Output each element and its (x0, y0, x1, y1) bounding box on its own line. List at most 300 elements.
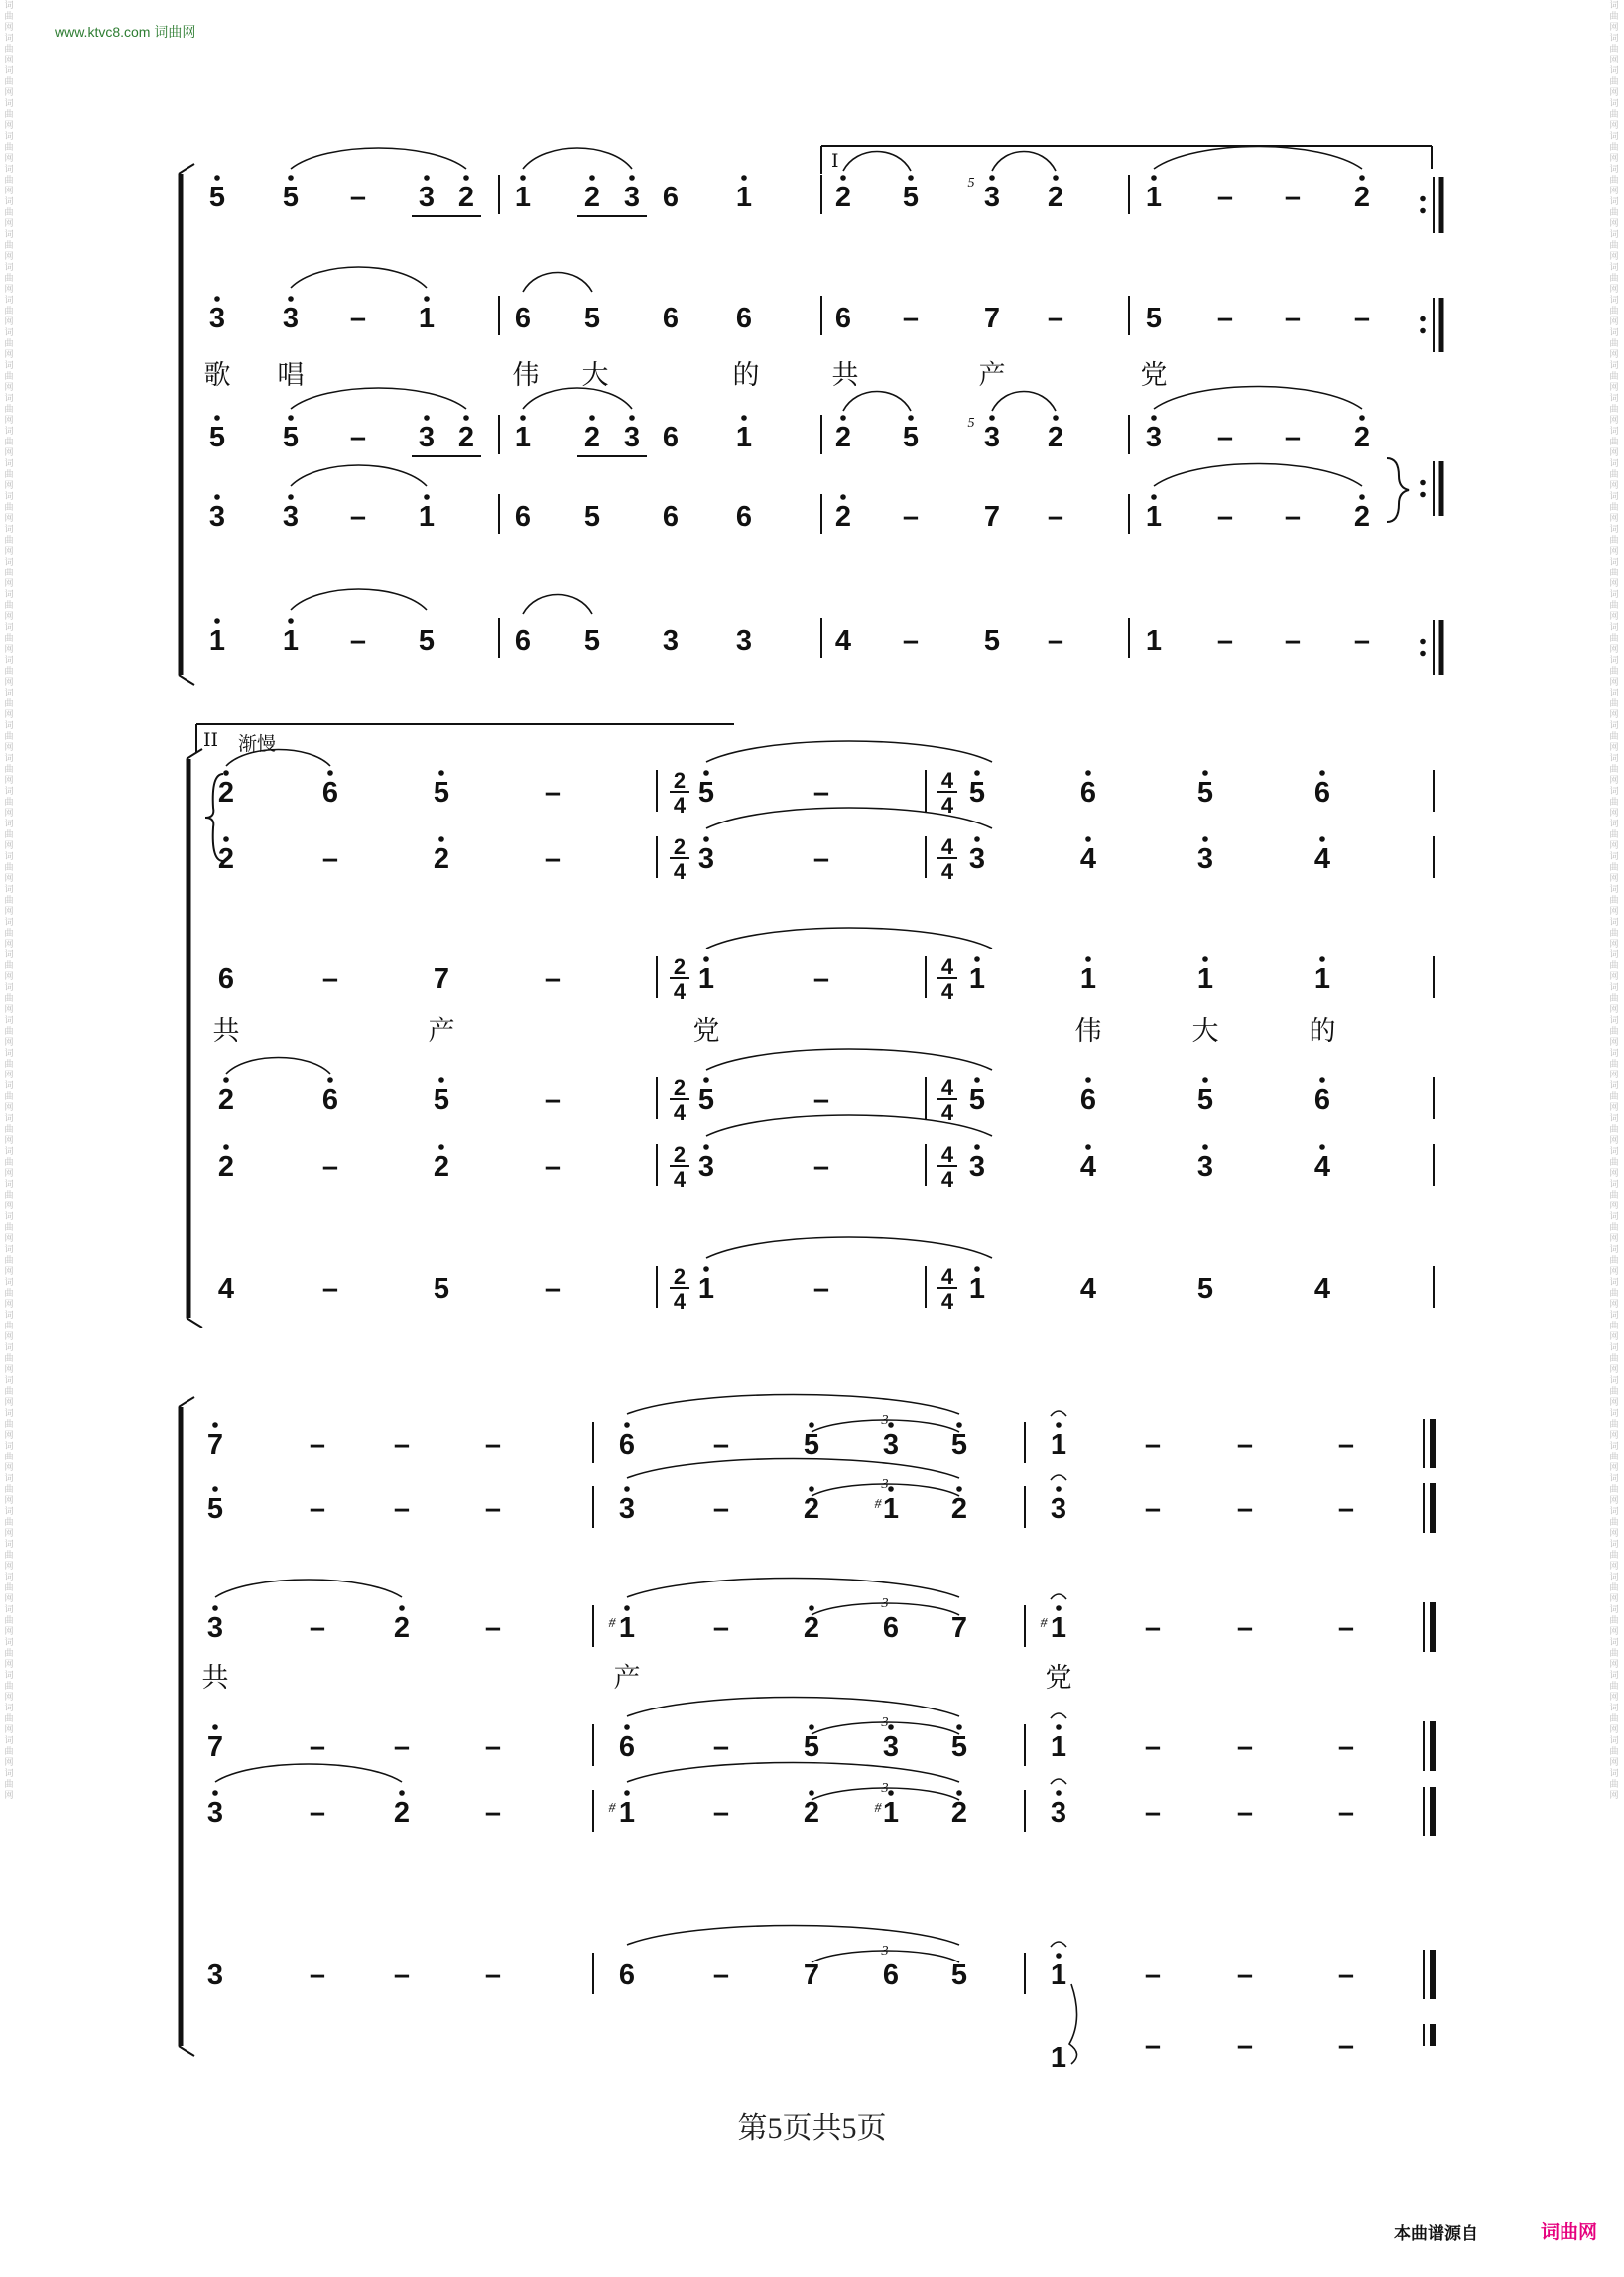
note: 1 (735, 182, 753, 213)
note: 1 (618, 1797, 636, 1829)
high-octave-dot (1056, 1486, 1062, 1492)
high-octave-dot (1056, 1605, 1062, 1611)
note: 2 (217, 777, 235, 809)
note: 7 (950, 1612, 968, 1644)
high-octave-dot (214, 415, 220, 421)
note: 6 (662, 422, 680, 453)
note: 4 (834, 625, 852, 657)
note: 2 (803, 1612, 820, 1644)
note: 2 (1353, 182, 1371, 213)
high-octave-dot (212, 1486, 218, 1492)
high-octave-dot (1085, 836, 1091, 842)
high-octave-dot (1359, 494, 1365, 500)
note: – (1236, 1493, 1254, 1525)
note: – (544, 1151, 562, 1183)
high-octave-dot (327, 1077, 333, 1083)
slur (523, 148, 632, 169)
high-octave-dot (1151, 175, 1157, 181)
slur (627, 1579, 959, 1598)
note: 2 (583, 422, 601, 453)
note: – (1337, 1731, 1355, 1763)
lyric-syllable: 产 (978, 360, 1006, 391)
high-octave-dot (809, 1486, 814, 1492)
note: 1 (418, 501, 436, 533)
high-octave-dot (327, 770, 333, 776)
time-signature-numerator: 2 (673, 768, 687, 793)
note: – (1236, 1612, 1254, 1644)
high-octave-dot (1319, 770, 1325, 776)
note: 7 (206, 1731, 224, 1763)
note: 5 (902, 182, 920, 213)
note: – (1144, 1429, 1162, 1460)
note: 1 (1050, 1612, 1067, 1644)
note: – (349, 182, 367, 213)
high-octave-dot (956, 1486, 962, 1492)
high-octave-dot (463, 415, 469, 421)
note: 6 (1079, 1084, 1097, 1116)
note: – (393, 1960, 411, 1991)
note: – (1284, 422, 1302, 453)
note: – (544, 1273, 562, 1305)
time-signature-denominator: 4 (673, 859, 687, 884)
note: – (1337, 1797, 1355, 1829)
high-octave-dot (223, 1077, 229, 1083)
note: 1 (1050, 2042, 1067, 2074)
note: 2 (834, 501, 852, 533)
note: – (1144, 1731, 1162, 1763)
note: – (1337, 1493, 1355, 1525)
high-octave-dot (1202, 956, 1208, 962)
note: 4 (1313, 1273, 1331, 1305)
high-octave-dot (424, 175, 430, 181)
voice-brace (1069, 1984, 1077, 2064)
note: 3 (968, 843, 986, 875)
grace-note: 5 (967, 176, 975, 190)
note: – (321, 1273, 339, 1305)
note: 1 (882, 1493, 900, 1525)
note: – (1353, 625, 1371, 657)
note: 3 (206, 1797, 224, 1829)
note: 5 (206, 1493, 224, 1525)
high-octave-dot (288, 494, 294, 500)
note: 2 (1047, 422, 1064, 453)
high-octave-dot (888, 1790, 894, 1796)
note: – (1144, 1612, 1162, 1644)
high-octave-dot (1056, 1422, 1062, 1428)
note: 6 (514, 625, 532, 657)
time-signature-numerator: 4 (940, 1075, 954, 1100)
bracket-bottom-hook (179, 675, 194, 685)
triplet-label: 3 (881, 1715, 889, 1730)
high-octave-dot (399, 1790, 405, 1796)
note: – (1337, 1612, 1355, 1644)
high-octave-dot (463, 175, 469, 181)
fermata (1051, 1475, 1066, 1480)
note: 6 (618, 1960, 636, 1991)
slur (843, 392, 911, 412)
note: – (902, 625, 920, 657)
high-octave-dot (1056, 1724, 1062, 1730)
note: 1 (1145, 501, 1163, 533)
note: 1 (1313, 963, 1331, 995)
note: – (1284, 303, 1302, 334)
high-octave-dot (1053, 175, 1059, 181)
note: 2 (834, 422, 852, 453)
high-octave-dot (741, 175, 747, 181)
note: – (309, 1429, 326, 1460)
time-signature-denominator: 4 (673, 979, 687, 1004)
note: 5 (282, 182, 300, 213)
time-signature-denominator: 4 (940, 793, 954, 818)
high-octave-dot (214, 175, 220, 181)
high-octave-dot (1151, 415, 1157, 421)
note: – (1144, 1960, 1162, 1991)
high-octave-dot (520, 175, 526, 181)
slur (215, 1580, 402, 1597)
note: 3 (983, 422, 1001, 453)
note: 6 (882, 1612, 900, 1644)
repeat-dot (1420, 196, 1426, 202)
note: – (1236, 1731, 1254, 1763)
note: 6 (834, 303, 852, 334)
lyric-syllable: 党 (1140, 360, 1168, 391)
note: 1 (697, 1273, 715, 1305)
note: 5 (433, 1084, 450, 1116)
note: 5 (697, 1084, 715, 1116)
high-octave-dot (223, 1144, 229, 1150)
slur (627, 1763, 959, 1783)
note: – (484, 1429, 502, 1460)
slur (1154, 464, 1362, 487)
high-octave-dot (703, 770, 709, 776)
triplet-label: 3 (881, 1781, 889, 1796)
voice-brace (1387, 458, 1409, 522)
high-octave-dot (1319, 956, 1325, 962)
slur (523, 388, 632, 409)
lyric-syllable: 产 (428, 1016, 455, 1047)
slur (627, 1698, 959, 1717)
high-octave-dot (1202, 770, 1208, 776)
note: 6 (618, 1731, 636, 1763)
note: 1 (882, 1797, 900, 1829)
note: – (321, 1151, 339, 1183)
high-octave-dot (974, 1144, 980, 1150)
high-octave-dot (1056, 1953, 1062, 1959)
note: – (712, 1797, 730, 1829)
note: 2 (834, 182, 852, 213)
time-signature-denominator: 4 (673, 793, 687, 818)
page-number: 第5页共5页 (737, 2112, 887, 2145)
high-octave-dot (1085, 956, 1091, 962)
note: – (484, 1797, 502, 1829)
note: 5 (208, 422, 226, 453)
sharp-sign: # (874, 1497, 882, 1512)
note: 1 (1079, 963, 1097, 995)
sharp-sign: # (1040, 1616, 1048, 1631)
slur (523, 273, 592, 293)
bracket-top-hook (179, 1397, 194, 1407)
note: – (1047, 303, 1064, 334)
fermata (1051, 1779, 1066, 1784)
note: – (393, 1429, 411, 1460)
note: 6 (735, 303, 753, 334)
slur (1154, 147, 1362, 170)
note: 6 (882, 1960, 900, 1991)
lyric-syllable: 歌 (203, 360, 231, 391)
slur (706, 928, 992, 949)
high-octave-dot (809, 1724, 814, 1730)
note: – (1216, 182, 1234, 213)
note: – (812, 1151, 830, 1183)
high-octave-dot (212, 1790, 218, 1796)
note: 2 (583, 182, 601, 213)
note: 3 (1050, 1797, 1067, 1829)
lyric-syllable: 大 (1191, 1016, 1219, 1047)
note: 6 (514, 501, 532, 533)
volta-label: II (203, 729, 219, 751)
note: – (1216, 303, 1234, 334)
high-octave-dot (288, 618, 294, 624)
time-signature-numerator: 4 (940, 1142, 954, 1167)
note: – (1144, 1797, 1162, 1829)
high-octave-dot (974, 770, 980, 776)
time-signature-denominator: 4 (673, 1100, 687, 1125)
note: 5 (803, 1429, 820, 1460)
note: – (1337, 1960, 1355, 1991)
note: 3 (1196, 843, 1214, 875)
high-octave-dot (424, 296, 430, 302)
high-octave-dot (438, 1144, 444, 1150)
lyric-syllable: 共 (831, 360, 859, 391)
note: 6 (217, 963, 235, 995)
note: 1 (1145, 625, 1163, 657)
high-octave-dot (214, 296, 220, 302)
note: 3 (418, 182, 436, 213)
repeat-dot (1420, 651, 1426, 657)
note: 3 (968, 1151, 986, 1183)
note: 3 (1050, 1493, 1067, 1525)
left-watermark-strip: 词曲网词曲网词曲网词曲网词曲网词曲网词曲网词曲网词曲网词曲网词曲网词曲网词曲网词曲网词曲网词曲网词曲网词曲网词曲网词曲网词曲网词曲网词曲网词曲网词曲网词曲网词曲网词曲网词曲网词曲网词曲网词曲网词曲网词曲网词曲网词曲网词曲网词曲网词曲网词曲网词曲网词曲网词曲网词曲网词曲网词曲网词曲网词曲网词曲网词曲网词曲网词曲网词曲网词曲网词曲网 (4, 0, 14, 1800)
note: 7 (206, 1429, 224, 1460)
note: 5 (583, 303, 601, 334)
high-octave-dot (1053, 415, 1059, 421)
high-octave-dot (840, 415, 846, 421)
note: – (1216, 625, 1234, 657)
high-octave-dot (624, 1790, 630, 1796)
note: – (1284, 182, 1302, 213)
note: – (712, 1493, 730, 1525)
slur (215, 1764, 402, 1782)
lyric-syllable: 伟 (512, 360, 540, 391)
note: – (1144, 1493, 1162, 1525)
note: 4 (1313, 843, 1331, 875)
note: 5 (968, 777, 986, 809)
note: – (902, 303, 920, 334)
note: 6 (321, 1084, 339, 1116)
note: 1 (618, 1612, 636, 1644)
slur (706, 741, 992, 762)
note: – (1144, 2030, 1162, 2062)
high-octave-dot (223, 770, 229, 776)
note: 6 (1313, 1084, 1331, 1116)
note: 4 (1313, 1151, 1331, 1183)
note: – (812, 963, 830, 995)
note: 5 (950, 1429, 968, 1460)
grace-note: 5 (967, 416, 975, 431)
sharp-sign: # (608, 1616, 616, 1631)
source-label: 本曲谱源自 (1394, 2224, 1478, 2243)
note: 7 (803, 1960, 820, 1991)
lyric-syllable: 唱 (277, 360, 305, 391)
high-octave-dot (212, 1724, 218, 1730)
note: 2 (1047, 182, 1064, 213)
slur (843, 152, 911, 172)
note: 4 (1079, 843, 1097, 875)
tempo-marking: 渐慢 (238, 733, 277, 755)
note: 1 (1050, 1429, 1067, 1460)
high-octave-dot (888, 1422, 894, 1428)
slur (627, 1926, 959, 1946)
note: 2 (950, 1797, 968, 1829)
high-octave-dot (741, 415, 747, 421)
high-octave-dot (1359, 415, 1365, 421)
high-octave-dot (624, 1605, 630, 1611)
note: 5 (208, 182, 226, 213)
note: – (812, 843, 830, 875)
slur (226, 1058, 330, 1075)
note: 4 (1079, 1273, 1097, 1305)
fermata (1051, 1594, 1066, 1599)
high-octave-dot (908, 175, 914, 181)
high-octave-dot (1319, 836, 1325, 842)
high-octave-dot (888, 1724, 894, 1730)
note: 5 (583, 501, 601, 533)
note: – (309, 1493, 326, 1525)
high-octave-dot (1085, 770, 1091, 776)
slur (627, 1459, 959, 1479)
high-octave-dot (624, 1486, 630, 1492)
time-signature-numerator: 2 (673, 1142, 687, 1167)
lyric-syllable: 党 (692, 1016, 720, 1047)
note: 5 (983, 625, 1001, 657)
note: 1 (968, 1273, 986, 1305)
high-octave-dot (809, 1422, 814, 1428)
high-octave-dot (956, 1724, 962, 1730)
triplet-label: 3 (881, 1944, 889, 1959)
note: 6 (1079, 777, 1097, 809)
note: – (393, 1493, 411, 1525)
note: 6 (662, 182, 680, 213)
note: 1 (514, 422, 532, 453)
note: – (544, 963, 562, 995)
time-signature-denominator: 4 (940, 1289, 954, 1314)
high-octave-dot (1319, 1077, 1325, 1083)
note: 3 (735, 625, 753, 657)
high-octave-dot (974, 1266, 980, 1272)
note: – (309, 1731, 326, 1763)
note: 5 (418, 625, 436, 657)
note: 5 (433, 1273, 450, 1305)
high-octave-dot (624, 1724, 630, 1730)
note: 1 (282, 625, 300, 657)
high-octave-dot (956, 1790, 962, 1796)
note: 2 (433, 843, 450, 875)
note: 2 (217, 1151, 235, 1183)
note: 4 (1079, 1151, 1097, 1183)
high-octave-dot (703, 1077, 709, 1083)
note: 5 (433, 777, 450, 809)
note: 1 (418, 303, 436, 334)
note: 1 (968, 963, 986, 995)
note: 6 (514, 303, 532, 334)
high-octave-dot (974, 836, 980, 842)
high-octave-dot (809, 1790, 814, 1796)
high-octave-dot (840, 175, 846, 181)
time-signature-numerator: 4 (940, 834, 954, 859)
note: 2 (803, 1493, 820, 1525)
note: 1 (208, 625, 226, 657)
note: 3 (983, 182, 1001, 213)
note: – (902, 501, 920, 533)
bracket-top-hook (179, 164, 194, 174)
slur (291, 589, 427, 610)
repeat-dot (1420, 492, 1426, 498)
high-octave-dot (399, 1605, 405, 1611)
note: – (544, 1084, 562, 1116)
note: – (1236, 1960, 1254, 1991)
note: 2 (803, 1797, 820, 1829)
high-octave-dot (1319, 1144, 1325, 1150)
note: 6 (1313, 777, 1331, 809)
note: – (1284, 501, 1302, 533)
note: 3 (206, 1612, 224, 1644)
note: 3 (208, 501, 226, 533)
note: 5 (1196, 777, 1214, 809)
high-octave-dot (1085, 1077, 1091, 1083)
high-octave-dot (703, 956, 709, 962)
time-signature-numerator: 2 (673, 1264, 687, 1289)
note: 5 (282, 422, 300, 453)
time-signature-denominator: 4 (673, 1289, 687, 1314)
note: – (712, 1960, 730, 1991)
high-octave-dot (214, 494, 220, 500)
fermata (1051, 1411, 1066, 1416)
sharp-sign: # (874, 1801, 882, 1816)
time-signature-denominator: 4 (940, 1100, 954, 1125)
note: 2 (217, 843, 235, 875)
time-signature-numerator: 2 (673, 834, 687, 859)
note: – (1353, 303, 1371, 334)
note: 2 (1353, 501, 1371, 533)
note: 6 (735, 501, 753, 533)
note: 2 (1353, 422, 1371, 453)
slur (523, 595, 592, 615)
fermata (1051, 1713, 1066, 1718)
slur (992, 152, 1056, 172)
site-name: 词曲网 (154, 24, 196, 40)
high-octave-dot (288, 296, 294, 302)
high-octave-dot (1056, 1790, 1062, 1796)
time-signature-denominator: 4 (940, 1167, 954, 1192)
note: 6 (662, 501, 680, 533)
high-octave-dot (809, 1605, 814, 1611)
high-octave-dot (424, 494, 430, 500)
high-octave-dot (1202, 1077, 1208, 1083)
note: – (1236, 1429, 1254, 1460)
note: 3 (1196, 1151, 1214, 1183)
note: 7 (983, 501, 1001, 533)
note: 3 (697, 843, 715, 875)
